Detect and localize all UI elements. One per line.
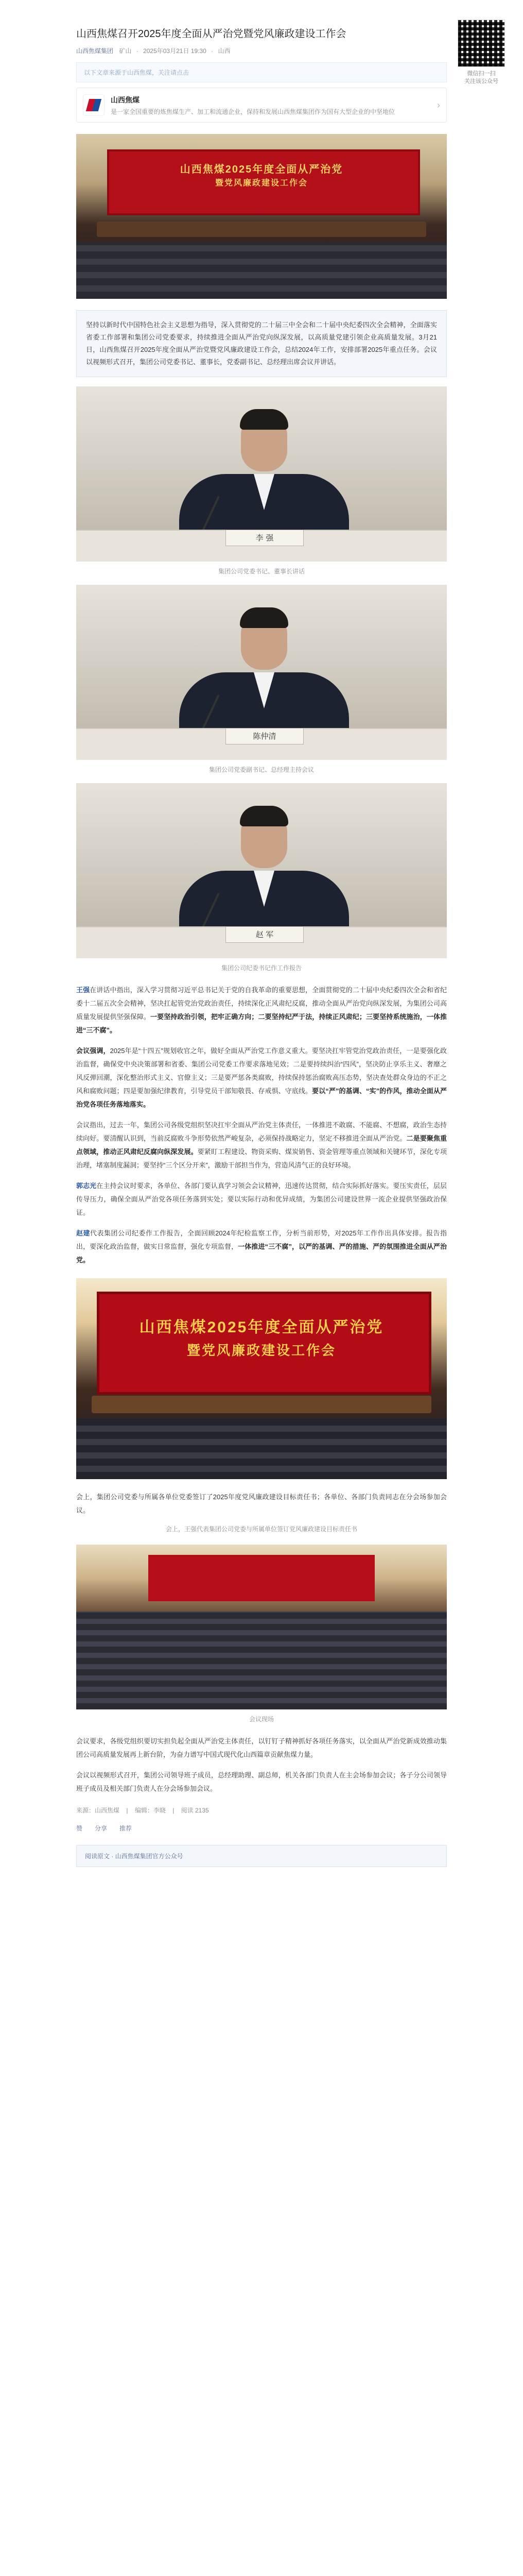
profile-name: 山西焦煤 xyxy=(111,95,140,104)
speaker-hair xyxy=(240,607,288,628)
paragraph-lead: 郭志光 xyxy=(76,1182,97,1190)
speaker-hair xyxy=(240,409,288,430)
footer-separator: | xyxy=(172,1807,175,1814)
footer-separator: | xyxy=(126,1807,128,1814)
read-original-link[interactable] xyxy=(76,1845,447,1867)
publish-location: 山西 xyxy=(218,47,231,55)
portrait-caption-3: 集团公司纪委书记作工作报告 xyxy=(221,964,302,972)
source-banner[interactable] xyxy=(76,62,447,82)
meta-separator: · xyxy=(211,47,214,55)
paragraph-highlight: 要以“严”的基调、“实”的作风，推动全面从严治党各项任务落地落实。 xyxy=(76,1087,447,1108)
footer-meta xyxy=(76,1806,447,1815)
footer-source: 来源：山西焦煤 xyxy=(76,1807,120,1814)
stage-photo xyxy=(76,1278,447,1479)
qr-caption: 微信扫一扫 关注该公众号 xyxy=(464,71,498,84)
article-body-2 xyxy=(76,1490,447,1517)
portrait-photo-1 xyxy=(76,386,447,562)
article-body xyxy=(76,984,447,1267)
paragraph-lead: 赵建 xyxy=(76,1229,91,1237)
stage-text-line2: 暨党风廉政建设工作会 xyxy=(215,179,308,188)
profile-description: 是一家全国重要的炼焦煤生产、加工和流通企业，保持和发展山西焦煤集团作为国有大型企业的中坚地位 xyxy=(111,108,395,115)
chevron-right-icon: › xyxy=(437,99,440,110)
audience-rows xyxy=(76,1612,447,1709)
paragraph-highlight: 二是要聚焦重点领域，推动正风肃纪反腐向纵深发展。 xyxy=(76,1134,447,1156)
hall-photo xyxy=(76,1545,447,1709)
paragraph xyxy=(76,1044,447,1111)
stage-backdrop xyxy=(148,1555,375,1601)
paragraph-text: 代表集团公司纪委作工作报告，全面回顾2024年纪检监察工作，分析当前形势，对2025年工作作出具体安排。报告指出，要深化政治监督，做实日常监督，强化专项监督， xyxy=(76,1229,447,1250)
action-bar xyxy=(76,1824,447,1833)
paragraph xyxy=(76,1118,447,1172)
account-link[interactable]: 山西焦煤集团 xyxy=(76,47,114,55)
stage-text-line1: 山西焦煤2025年度全面从严治党 xyxy=(139,1319,384,1336)
like-button[interactable]: 赞 xyxy=(76,1825,83,1832)
intro-text: 坚持以新时代中国特色社会主义思想为指导，深入贯彻党的二十届三中全会和二十届中央纪委四次全会精神，全面落实省委工作部署和集团公司党委要求，持续推进全面从严治党向纵深发展，以高质量党建引领企业高质量发展。3月21日，山西焦煤召开2025年度全面从严治党暨党风廉政建设工作会，总结2024年工作，安排部署2025年重点任务。会议以视频形式召开，集团公司党委书记、董事长，党委副书记、总经理出席会议并讲话。 xyxy=(86,321,437,366)
paragraph xyxy=(76,1179,447,1219)
paragraph-text: 2025年是“十四五”规划收官之年，做好全面从严治党工作意义重大。要坚决扛牢管党治党政治责任，一是要强化政治监督，确保党中央决策部署和省委、集团公司党委工作要求落地见效；二是要持续纠治“四风”，坚决防止享乐主义、奢靡之风反弹回潮，深化整治形式主义、官僚主义；三是要严惩各类腐败，持续保持惩治腐败高压态势，坚决查处群众身边的不正之风和腐败问题；四是要加强纪律教育，引导党员干部知敬畏、存戒惧、守底线。 xyxy=(76,1047,447,1095)
paragraph xyxy=(76,1490,447,1517)
article-title: 山西焦煤召开2025年度全面从严治党暨党风廉政建设工作会 xyxy=(76,28,346,40)
source-banner-text: 以下文章来源于山西焦煤，关注请点击 xyxy=(84,69,189,76)
paragraph-text: 会议要求，各级党组织要切实担负起全面从严治党主体责任，以钉钉子精神抓好各项任务落实，以全面从严治党新成效推动集团公司高质量发展再上新台阶，为奋力谱写中国式现代化山西篇章贡献焦煤力量。 xyxy=(76,1737,447,1758)
read-original-text: 阅读原文 · 山西焦煤集团官方公众号 xyxy=(85,1853,183,1860)
read-count: 阅读 2135 xyxy=(181,1807,209,1814)
nameplate: 赵 军 xyxy=(225,926,304,943)
portrait-photo-2 xyxy=(76,585,447,760)
paragraph-text: 会议以视频形式召开，集团公司领导班子成员，总经理助理、副总师，机关各部门负责人在主会场参加会议；各子分公司领导班子成员及相关部门负责人在分会场参加会议。 xyxy=(76,1771,447,1792)
meta-separator: · xyxy=(136,47,138,55)
publish-date: 2025年03月21日 19:30 xyxy=(143,47,206,55)
brand-logo-icon xyxy=(83,94,104,116)
nameplate: 李 强 xyxy=(225,530,304,546)
paragraph-text: 在主持会议时要求，各单位、各部门要认真学习领会会议精神，迅速传达贯彻，结合实际抓好落实。要压实责任，层层传导压力，确保全面从严治党各项任务落到实处；要以实际行动和优异成绩，为集团公司建设世界一流企业提供坚强政治保证。 xyxy=(76,1182,447,1216)
intro-box xyxy=(76,310,447,377)
paragraph xyxy=(76,984,447,1037)
article-meta xyxy=(76,46,447,55)
meeting-photo xyxy=(76,134,447,299)
article-closing xyxy=(76,1735,447,1795)
audience-rows xyxy=(76,1418,447,1479)
paragraph xyxy=(76,1735,447,1761)
portrait-caption-1: 集团公司党委书记、董事长讲话 xyxy=(218,568,305,575)
paragraph-lead: 会议强调， xyxy=(76,1047,110,1055)
audience-rows xyxy=(76,242,447,299)
rostrum-desk xyxy=(92,1396,431,1413)
paragraph-text: 会上，集团公司党委与所属各单位党委签订了2025年度党风廉政建设目标责任书；各单位、各部门负责同志在分会场参加会议。 xyxy=(76,1493,447,1514)
paragraph-highlight: 一要坚持政治引领，把牢正确方向；二要坚持纪严于法，持续正风肃纪；三要坚持系统施治，一体推进“三不腐”。 xyxy=(76,1013,447,1034)
paragraph xyxy=(76,1227,447,1267)
recommend-button[interactable]: 推荐 xyxy=(119,1825,132,1832)
profile-info xyxy=(111,95,399,116)
qr-code-icon xyxy=(458,20,505,67)
paragraph xyxy=(76,1769,447,1795)
speaker-hair xyxy=(240,806,288,826)
paragraph-highlight: 一体推进“三不腐”，以严的基调、严的措施、严的氛围推进全面从严治党。 xyxy=(76,1243,447,1264)
stage-text-line2: 暨党风廉政建设工作会 xyxy=(186,1343,336,1358)
profile-card[interactable] xyxy=(76,88,447,123)
article xyxy=(76,0,447,1867)
footer-editor: 编辑：李晓 xyxy=(134,1807,166,1814)
paragraph-text: 在讲话中指出，深入学习贯彻习近平总书记关于党的自我革命的重要思想，全面贯彻党的二十届中央纪委四次全会和省纪委十二届五次全会精神，坚决扛起管党治党政治责任，持续深化正风肃纪反腐，推动全面从严治党向纵深发展，为集团公司高质量发展提供坚强保障。 xyxy=(76,986,447,1021)
portrait-caption-2: 集团公司党委副书记、总经理主持会议 xyxy=(208,766,314,773)
paragraph-text: 会议指出，过去一年，集团公司各级党组织坚决扛牢全面从严治党主体责任，一体推进不敢腐、不能腐、不想腐，政治生态持续向好。要清醒认识到，当前反腐败斗争形势依然严峻复杂，必须保持战略定力，坚定不移推进全面从严治党。 xyxy=(76,1121,447,1142)
paragraph-lead: 王强 xyxy=(76,986,90,994)
hall-photo-caption: 会议现场 xyxy=(249,1716,274,1723)
stage-text-line1: 山西焦煤2025年度全面从严治党 xyxy=(180,164,343,175)
author: 矿山 xyxy=(119,47,132,55)
paragraph-text: 要紧盯工程建设、物资采购、煤炭销售、资金管理等重点领域和关键环节，深化专项治理，堵塞制度漏洞；要坚持“三个区分开来”，激励干部担当作为，营造风清气正的良好环境。 xyxy=(76,1148,447,1169)
rostrum-desk xyxy=(97,222,426,237)
stage-photo-caption: 会上，王强代表集团公司党委与所属单位签订党风廉政建设目标责任书 xyxy=(165,1526,357,1533)
nameplate: 陈仲清 xyxy=(225,728,304,744)
share-button[interactable]: 分享 xyxy=(95,1825,108,1832)
portrait-photo-3 xyxy=(76,783,447,958)
qr-panel xyxy=(453,20,510,86)
